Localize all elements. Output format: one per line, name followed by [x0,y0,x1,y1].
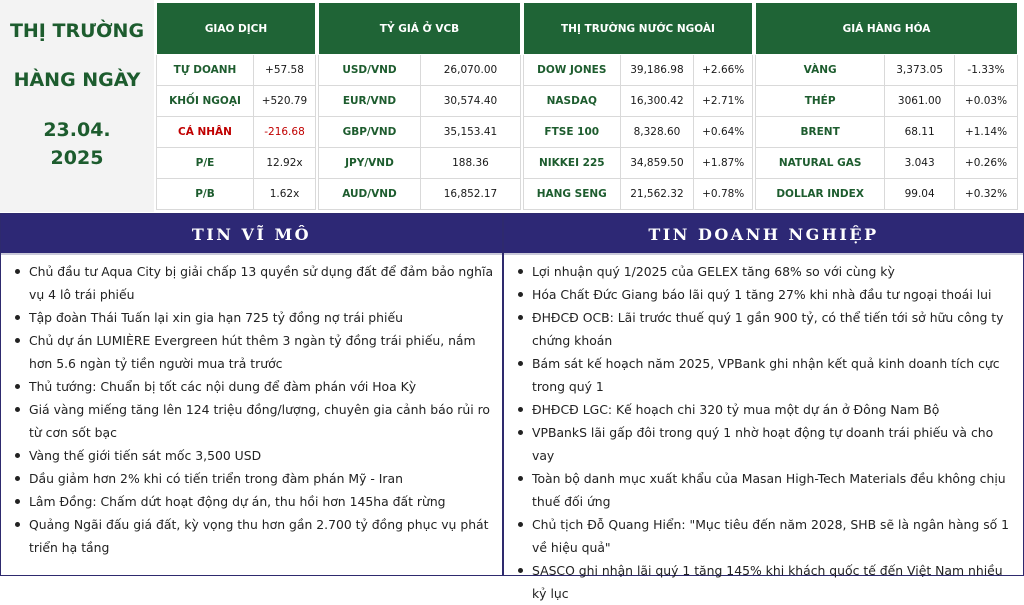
trading-label: P/B [157,179,254,210]
list-item: Toàn bộ danh mục xuất khẩu của Masan High-Tech Materials đều không chịu thuế đối ứng [518,467,1015,513]
commodity-name: VÀNG [756,55,885,86]
list-item: ĐHĐCĐ OCB: Lãi trước thuế quý 1 gần 900 tỷ, có thể tiến tới sở hữu công ty chứng khoán [518,306,1015,352]
table-row [756,86,1018,117]
macro-news-panel [0,213,503,576]
commodity-value: 3,373.05 [885,55,955,86]
trading-label: P/E [157,148,254,179]
table-row [319,117,521,148]
fx-table [318,2,521,210]
trading-value: 12.92x [253,148,315,179]
index-name: NASDAQ [524,86,621,117]
list-item: Quảng Ngãi đấu giá đất, kỳ vọng thu hơn gần 2.700 tỷ đồng phục vụ phát triển hạ tầng [15,513,494,559]
title-line-1: THỊ TRƯỜNG [9,20,145,42]
table-row [524,179,753,210]
list-item: Bám sát kế hoạch năm 2025, VPBank ghi nhận kết quả kinh doanh tích cực trong quý 1 [518,352,1015,398]
commodity-name: BRENT [756,117,885,148]
table-row [157,148,316,179]
table-row [157,179,316,210]
fx-rate: 188.36 [420,148,520,179]
fx-header: TỶ GIÁ Ở VCB [319,3,521,55]
fx-pair: AUD/VND [319,179,421,210]
list-item: Chủ dự án LUMIÈRE Evergreen hút thêm 3 ngàn tỷ đồng trái phiếu, nắm hơn 5.6 ngàn tỷ tiền người mua trả trước [15,329,494,375]
corporate-news-panel [503,213,1024,601]
fx-pair: JPY/VND [319,148,421,179]
fx-rate: 30,574.40 [420,86,520,117]
commodity-value: 99.04 [885,179,955,210]
index-change: +0.64% [694,117,753,148]
fx-pair: GBP/VND [319,117,421,148]
list-item: Giá vàng miếng tăng lên 124 triệu đồng/lượng, chuyên gia cảnh báo rủi ro từ cơn sốt bạc [15,398,494,444]
index-name: NIKKEI 225 [524,148,621,179]
index-change: +0.78% [694,179,753,210]
list-item: Vàng thế giới tiến sát mốc 3,500 USD [15,444,494,467]
trading-value: -216.68 [253,117,315,148]
trading-header: GIAO DỊCH [157,3,316,55]
index-change: +2.66% [694,55,753,86]
date-line-1: 23.04. [43,119,111,141]
commodities-header: GIÁ HÀNG HÓA [756,3,1018,55]
index-value: 39,186.98 [620,55,694,86]
list-item: Chủ tịch Đỗ Quang Hiển: "Mục tiêu đến năm 2028, SHB sẽ là ngân hàng số 1 về hiệu quả" [518,513,1015,559]
fx-rate: 26,070.00 [420,55,520,86]
table-row [319,86,521,117]
trading-table [156,2,316,210]
table-row [157,117,316,148]
commodity-change: +0.32% [955,179,1018,210]
list-item: Thủ tướng: Chuẩn bị tốt các nội dung để đàm phán với Hoa Kỳ [15,375,494,398]
index-value: 8,328.60 [620,117,694,148]
commodity-change: +0.26% [955,148,1018,179]
report-title-block [0,0,154,212]
table-row [524,117,753,148]
report-date [0,116,154,172]
macro-news-header: TIN VĨ MÔ [1,214,502,255]
index-value: 16,300.42 [620,86,694,117]
fx-pair: USD/VND [319,55,421,86]
commodity-name: DOLLAR INDEX [756,179,885,210]
list-item: Hóa Chất Đức Giang báo lãi quý 1 tăng 27% khi nhà đầu tư ngoại thoái lui [518,283,1015,306]
table-row [756,117,1018,148]
fx-rate: 35,153.41 [420,117,520,148]
table-row [756,179,1018,210]
trading-label: TỰ DOANH [157,55,254,86]
list-item: Lợi nhuận quý 1/2025 của GELEX tăng 68% so với cùng kỳ [518,260,1015,283]
trading-value: +520.79 [253,86,315,117]
list-item: VPBankS lãi gấp đôi trong quý 1 nhờ hoạt động tự doanh trái phiếu và cho vay [518,421,1015,467]
index-value: 34,859.50 [620,148,694,179]
table-row [157,86,316,117]
foreign-markets-table [523,2,753,210]
index-change: +1.87% [694,148,753,179]
table-row [524,55,753,86]
index-name: FTSE 100 [524,117,621,148]
trading-label: KHỐI NGOẠI [157,86,254,117]
commodity-change: +0.03% [955,86,1018,117]
list-item: ĐHĐCĐ LGC: Kế hoạch chi 320 tỷ mua một dự án ở Đông Nam Bộ [518,398,1015,421]
commodity-change: +1.14% [955,117,1018,148]
corporate-news-list [504,255,1023,605]
commodities-table [755,2,1018,210]
table-row [157,55,316,86]
commodity-name: NATURAL GAS [756,148,885,179]
index-change: +2.71% [694,86,753,117]
foreign-header: THỊ TRƯỜNG NƯỚC NGOÀI [524,3,753,55]
table-row [756,148,1018,179]
list-item: Tập đoàn Thái Tuấn lại xin gia hạn 725 tỷ đồng nợ trái phiếu [15,306,494,329]
list-item: Lâm Đồng: Chấm dứt hoạt động dự án, thu hồi hơn 145ha đất rừng [15,490,494,513]
table-row [319,179,521,210]
commodity-value: 3061.00 [885,86,955,117]
list-item: Chủ đầu tư Aqua City bị giải chấp 13 quyền sử dụng đất để đảm bảo nghĩa vụ 4 lô trái phiếu [15,260,494,306]
list-item: Dầu giảm hơn 2% khi có tiến triển trong đàm phán Mỹ - Iran [15,467,494,490]
commodity-value: 3.043 [885,148,955,179]
table-row [524,86,753,117]
table-row [319,148,521,179]
table-row [756,55,1018,86]
trading-value: 1.62x [253,179,315,210]
commodity-value: 68.11 [885,117,955,148]
trading-label: CÁ NHÂN [157,117,254,148]
commodity-change: -1.33% [955,55,1018,86]
table-row [524,148,753,179]
trading-value: +57.58 [253,55,315,86]
macro-news-list [1,255,502,559]
corporate-news-header: TIN DOANH NGHIỆP [504,214,1023,255]
fx-rate: 16,852.17 [420,179,520,210]
commodity-name: THÉP [756,86,885,117]
list-item: SASCO ghi nhận lãi quý 1 tăng 145% khi khách quốc tế đến Việt Nam nhiều kỷ lục [518,559,1015,605]
index-value: 21,562.32 [620,179,694,210]
title-line-2: HÀNG NGÀY [13,69,141,91]
date-line-2: 2025 [50,147,104,169]
fx-pair: EUR/VND [319,86,421,117]
table-row [319,55,521,86]
index-name: HANG SENG [524,179,621,210]
index-name: DOW JONES [524,55,621,86]
